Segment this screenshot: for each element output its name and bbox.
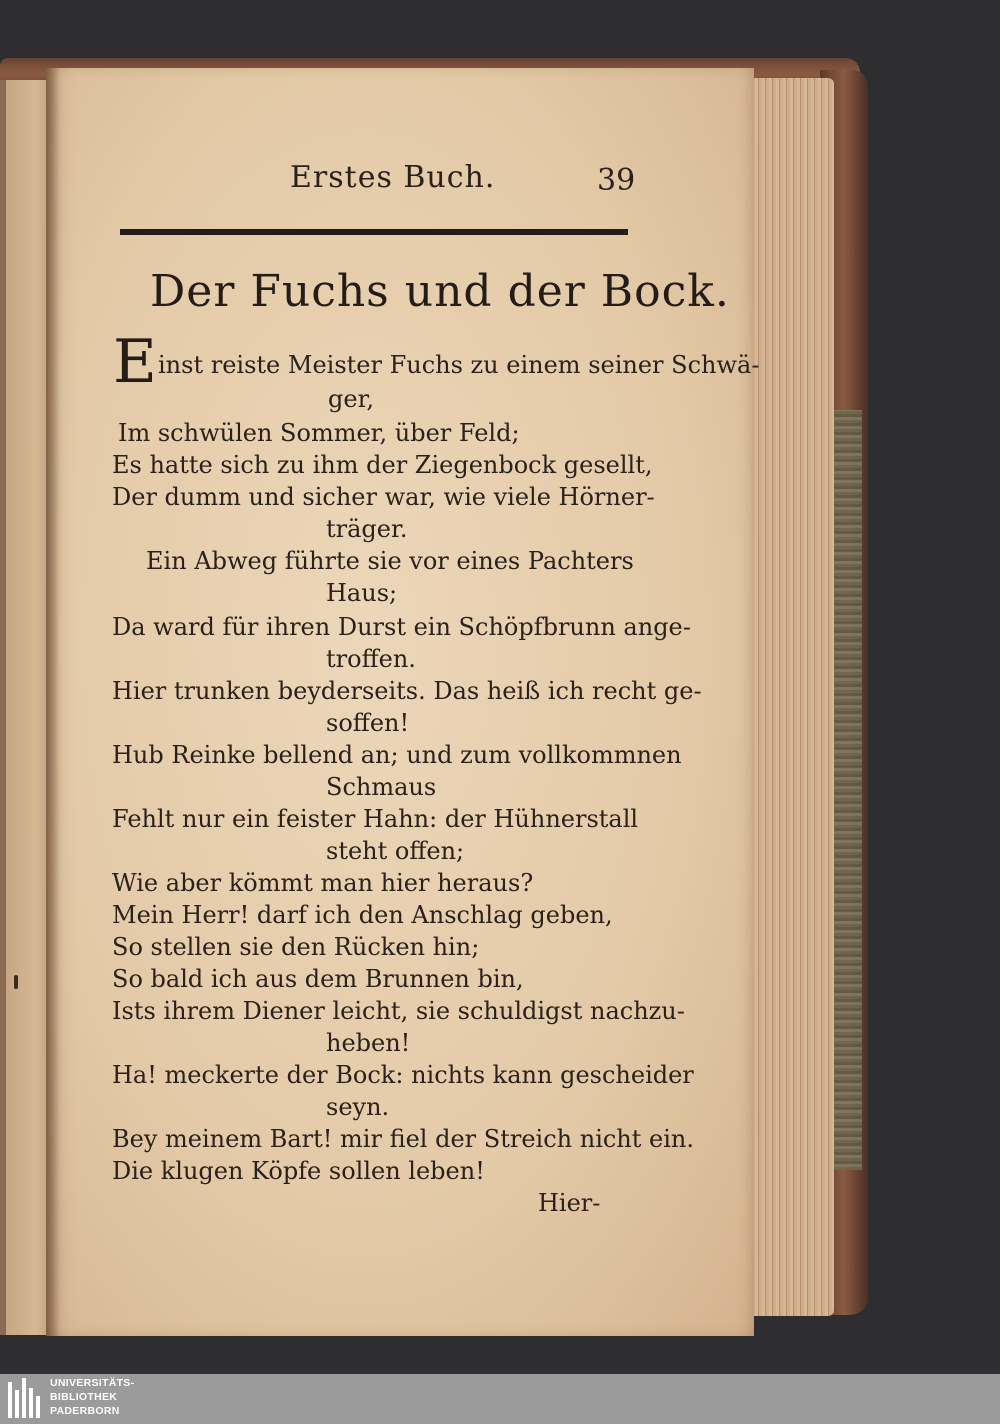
- poem-line: Es hatte sich zu ihm der Ziegenbock gesellt,: [112, 451, 653, 479]
- poem-line: ger,: [328, 385, 375, 413]
- header-rule: [120, 229, 628, 235]
- catchword: Hier-: [538, 1189, 601, 1217]
- poem-line: Wie aber kömmt man hier heraus?: [112, 869, 534, 897]
- library-logo-icon: [6, 1378, 46, 1418]
- poem-line: heben!: [326, 1029, 411, 1057]
- poem-line: Haus;: [326, 579, 398, 607]
- poem-line: seyn.: [326, 1093, 390, 1121]
- page-fore-edge: [748, 78, 834, 1316]
- poem-title: Der Fuchs und der Bock.: [150, 266, 730, 317]
- drop-cap: E: [113, 327, 157, 397]
- poem-line: inst reiste Meister Fuchs zu einem seiner Schwä-: [158, 351, 760, 379]
- page-gutter-shadow: [46, 68, 60, 1336]
- poem-line: Schmaus: [326, 773, 437, 801]
- poem-line: Da ward für ihren Durst ein Schöpfbrunn ange-: [112, 613, 691, 641]
- poem-line: Mein Herr! darf ich den Anschlag geben,: [112, 901, 613, 929]
- logo-line-3: PADERBORN: [50, 1405, 120, 1417]
- poem-line: Ein Abweg führte sie vor eines Pachters: [146, 547, 634, 575]
- poem-line: Hier trunken beyderseits. Das heiß ich recht ge-: [112, 677, 702, 705]
- poem-line: soffen!: [326, 709, 410, 737]
- poem-line: So bald ich aus dem Brunnen bin,: [112, 965, 524, 993]
- logo-line-1: UNIVERSITÄTS-: [50, 1377, 135, 1389]
- poem-line: Fehlt nur ein feister Hahn: der Hühnerstall: [112, 805, 639, 833]
- poem-line: Der dumm und sicher war, wie viele Hörner-: [112, 483, 655, 511]
- page-number: 39: [597, 163, 636, 198]
- poem-line: Ha! meckerte der Bock: nichts kann gescheider: [112, 1061, 694, 1089]
- poem-line: Bey meinem Bart! mir fiel der Streich nicht ein.: [112, 1125, 694, 1153]
- left-cover-edge: [0, 80, 6, 1335]
- poem-line: Im schwülen Sommer, über Feld;: [118, 419, 520, 447]
- book-cover-marbling: [832, 410, 862, 1170]
- poem-line: steht offen;: [326, 837, 465, 865]
- running-head: Erstes Buch.: [290, 160, 496, 195]
- poem-line: träger.: [326, 515, 408, 543]
- ink-speck: [14, 975, 18, 989]
- poem-line: Die klugen Köpfe sollen leben!: [112, 1157, 485, 1185]
- logo-line-2: BIBLIOTHEK: [50, 1391, 118, 1403]
- poem-line: So stellen sie den Rücken hin;: [112, 933, 480, 961]
- poem-line: troffen.: [326, 645, 416, 673]
- library-logo-text: [50, 1376, 190, 1422]
- poem-line: Ists ihrem Diener leicht, sie schuldigst nachzu-: [112, 997, 685, 1025]
- poem-line: Hub Reinke bellend an; und zum vollkommnen: [112, 741, 682, 769]
